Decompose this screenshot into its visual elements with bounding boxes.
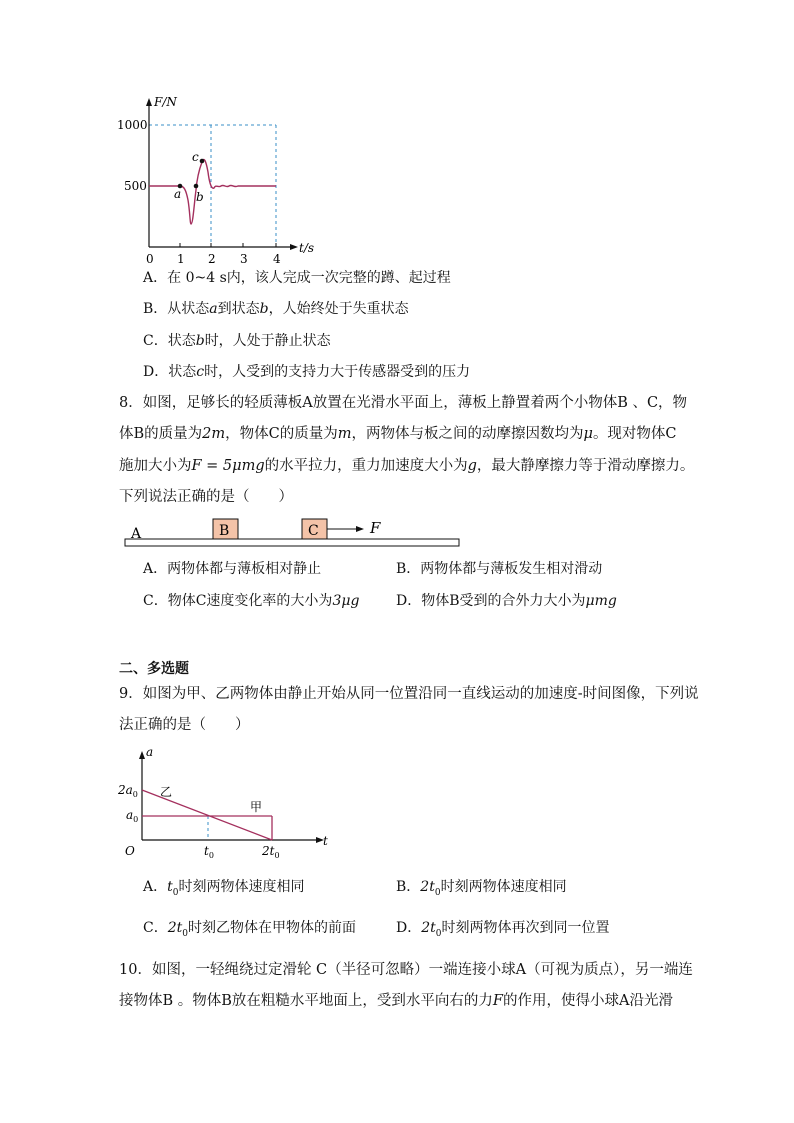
- y-axis-label: F/N: [154, 95, 177, 109]
- x-tick-3: 3: [240, 252, 248, 266]
- q8-stem-line-3: 施加大小为F = 5μmg的水平拉力，重力加速度大小为g，最大静摩擦力等于滑动摩擦力。: [119, 458, 695, 474]
- force-label: F: [370, 519, 381, 537]
- q10-stem-line-2: 接物体B 。物体B放在粗糙水平地面上，受到水平向右的力F的作用，使得小球A沿光滑: [119, 993, 673, 1009]
- q8-stem-line-1: 8．如图，足够长的轻质薄板A放置在光滑水平面上，薄板上静置着两个小物体B 、C，物: [119, 395, 688, 411]
- origin-label: O: [125, 844, 135, 858]
- t-axis-label: t: [323, 834, 328, 848]
- q8-stem-line-4: 下列说法正确的是（ ）: [119, 489, 293, 505]
- q7-option-c[interactable]: C．状态b时，人处于静止状态: [143, 333, 331, 349]
- y-tick-500: 500: [124, 179, 147, 193]
- q8-option-a[interactable]: A．两物体都与薄板相对静止: [143, 561, 322, 577]
- x-tick-0: 0: [146, 252, 154, 266]
- section-heading: 二、多选题: [119, 661, 189, 677]
- q8-option-c[interactable]: C．物体C速度变化率的大小为3μg: [143, 593, 360, 609]
- q7-option-a[interactable]: A．在 0~4 s内，该人完成一次完整的蹲、起过程: [143, 270, 451, 286]
- q7-option-d[interactable]: D．状态c时，人受到的支持力大于传感器受到的压力: [143, 364, 471, 380]
- y-tick-a0: $a_0$: [126, 808, 139, 824]
- q10-stem-line-1: 10．如图，一轻绳绕过定滑轮 C（半径可忽略）一端连接小球A（可视为质点），另一端连: [119, 962, 693, 978]
- y-tick-2a0: $2a_0$: [118, 783, 138, 799]
- label-b: b: [196, 190, 204, 204]
- q8-option-d[interactable]: D．物体B受到的合外力大小为μmg: [396, 593, 617, 609]
- x-tick-1: 1: [177, 252, 185, 266]
- a-axis-label: a: [146, 745, 154, 759]
- q8-stem-line-2: 体B的质量为2m，物体C的质量为m，两物体与板之间的动摩擦因数均为μ。现对物体C: [119, 426, 677, 442]
- q7-option-b[interactable]: B．从状态a到状态b，人始终处于失重状态: [143, 301, 409, 317]
- block-b-label: B: [219, 523, 230, 539]
- label-c: c: [192, 150, 199, 164]
- block-c-label: C: [308, 523, 319, 539]
- x-tick-t0: $t_0$: [204, 844, 214, 860]
- q9-option-a[interactable]: A．$t_0$时刻两物体速度相同: [143, 879, 305, 898]
- x-tick-4: 4: [273, 252, 281, 266]
- x-tick-2t0: $2t_0$: [262, 844, 280, 860]
- q9-stem-line-1: 9．如图为甲、乙两物体由静止开始从同一位置沿同一直线运动的加速度-时间图像，下列说: [119, 686, 699, 702]
- x-axis-label: t/s: [299, 241, 315, 255]
- q9-option-b[interactable]: B．$2t_0$时刻两物体速度相同: [396, 879, 567, 898]
- label-a: a: [174, 187, 182, 201]
- q8-option-b[interactable]: B．两物体都与薄板发生相对滑动: [396, 561, 603, 577]
- q9-option-c[interactable]: C．$2t_0$时刻乙物体在甲物体的前面: [143, 920, 356, 939]
- q9-option-d[interactable]: D．$2t_0$时刻两物体再次到同一位置: [396, 920, 610, 939]
- plate-a-label: A: [131, 526, 142, 542]
- label-jia: 甲: [250, 800, 263, 814]
- y-tick-1000: 1000: [117, 118, 148, 132]
- x-tick-2: 2: [208, 252, 216, 266]
- q9-stem-line-2: 法正确的是（ ）: [119, 717, 250, 733]
- a-graph-y-arrow: [139, 751, 145, 759]
- label-yi: 乙: [160, 785, 173, 799]
